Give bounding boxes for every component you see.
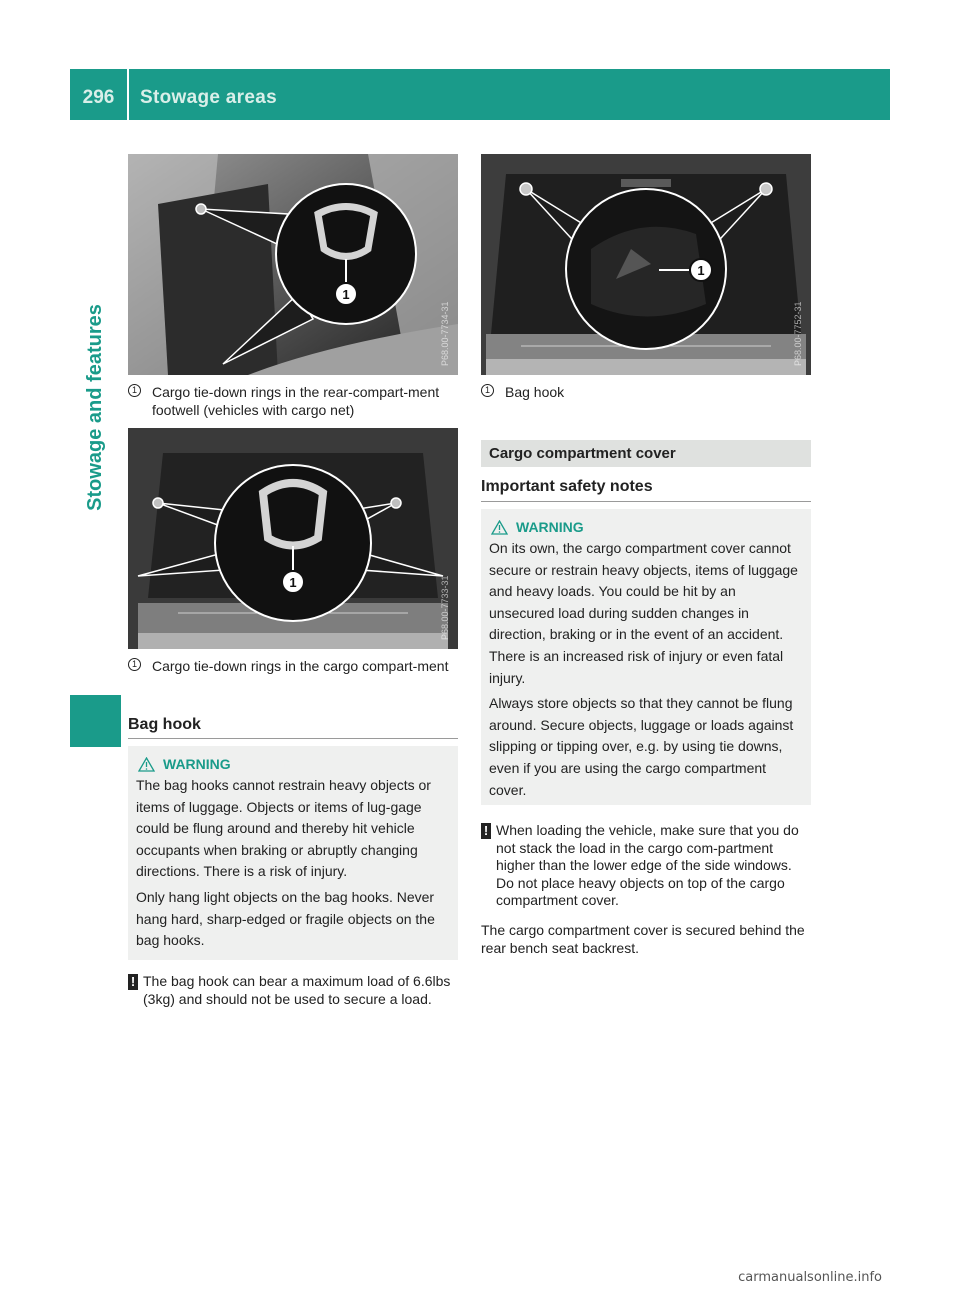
figure-cargo-compartment-photo xyxy=(128,428,458,649)
watermark: carmanualsonline.info xyxy=(738,1270,882,1285)
section-rule xyxy=(128,738,458,739)
chapter-title: Stowage areas xyxy=(140,87,277,108)
figure-code: P68.00-7734-31 xyxy=(440,301,450,366)
warning-text: Only hang light objects on the bag hooks. Never hang hard, sharp-edged or fragile objects on the bag hooks. xyxy=(136,888,435,949)
warning-text: Always store objects so that they cannot be flung around. Secure objects, luggage or loads against slipping or tipping over, e.g. by using tie downs, even if you are using the cargo compartment cover. xyxy=(489,695,794,798)
header-divider xyxy=(127,69,129,120)
body-text: The cargo compartment cover is secured behind the rear bench seat backrest. xyxy=(481,922,805,956)
subsection-heading-safety-notes: Important safety notes xyxy=(481,478,653,495)
warning-title: WARNING xyxy=(491,517,803,538)
figure-caption: 1 Cargo tie-down rings in the rear-compart-ment footwell (vehicles with cargo net) xyxy=(128,383,460,419)
note-bag-hook: ! The bag hook can bear a maximum load of 6.6lbs (3kg) and should not be used to secure a load. xyxy=(128,973,460,1008)
figure-code: P68.00-7752-31 xyxy=(793,301,803,366)
note-cargo-cover: ! When loading the vehicle, make sure that you do not stack the load in the cargo com-partment higher than the lower edge of the side windows. Do not place heavy objects on top of the cargo compartment cover. xyxy=(481,822,813,910)
warning-box-cargo-cover xyxy=(481,509,811,805)
cargo-compartment-illustration xyxy=(128,428,458,649)
svg-text:1: 1 xyxy=(289,575,297,590)
figure-code: P68.00-7733-31 xyxy=(440,575,450,640)
warning-text: The bag hooks cannot restrain heavy objects or items of luggage. Objects or items of lug-gage could be flung around and thereby hit vehicle occupants when braking or abruptly changing directions. There is a risk of injury. xyxy=(136,777,431,880)
figure-bag-hook-photo xyxy=(481,154,811,375)
warning-text: On its own, the cargo compartment cover cannot secure or restrain heavy objects, items of luggage and heavy loads. You could be hit by an unsecured load during sudden changes in direction, braking or in the event of an accident. There is an increased risk of injury or even fatal injury. xyxy=(489,540,798,686)
exclamation-icon: ! xyxy=(481,823,491,839)
exclamation-icon: ! xyxy=(128,974,138,990)
rear-footwell-illustration xyxy=(128,154,458,375)
figure-caption: 1 Bag hook xyxy=(481,383,813,401)
warning-box-bag-hook xyxy=(128,746,458,960)
side-tab-label: Stowage and features xyxy=(84,304,106,511)
figure-rear-footwell-photo xyxy=(128,154,458,375)
side-tab-marker xyxy=(70,695,121,747)
page-header xyxy=(70,69,890,120)
warning-triangle-icon xyxy=(491,520,508,535)
section-heading-bag-hook: Bag hook xyxy=(128,716,201,733)
section-rule xyxy=(481,501,811,502)
callout-number-icon: 1 xyxy=(128,384,141,397)
callout-number-icon: 1 xyxy=(481,384,494,397)
figure-caption: 1 Cargo tie-down rings in the cargo compart-ment xyxy=(128,657,460,675)
svg-text:1: 1 xyxy=(342,287,350,302)
callout-number-icon: 1 xyxy=(128,658,141,671)
section-heading-cargo-cover: Cargo compartment cover xyxy=(481,440,811,467)
svg-text:1: 1 xyxy=(697,263,705,278)
warning-triangle-icon xyxy=(138,757,155,772)
warning-title: WARNING xyxy=(138,754,450,775)
bag-hook-illustration xyxy=(481,154,811,375)
page-number: 296 xyxy=(82,87,115,108)
